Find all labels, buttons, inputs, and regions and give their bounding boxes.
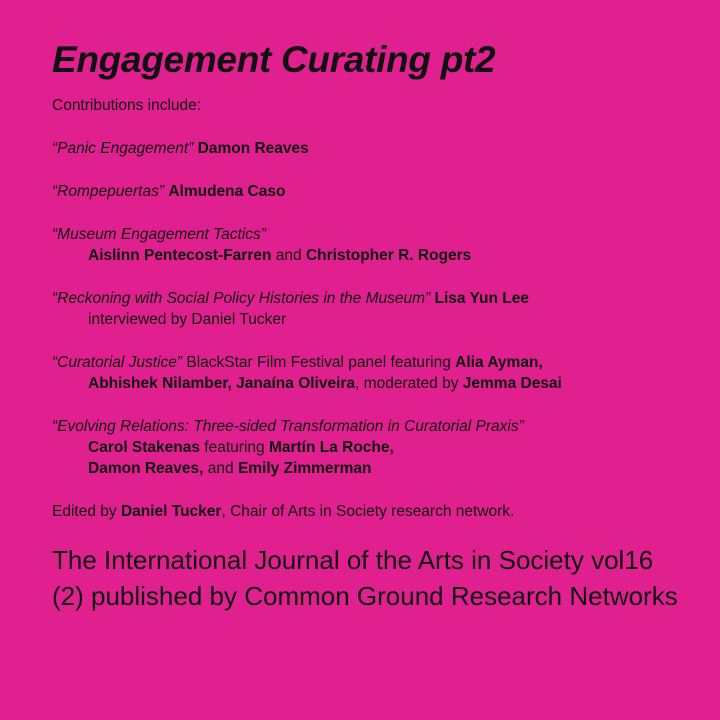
entry-moderator-label: , moderated by bbox=[355, 375, 463, 392]
page-title: Engagement Curating pt2 bbox=[52, 39, 496, 80]
entry-author: Christopher R. Rogers bbox=[305, 247, 472, 264]
entry-conjunction: featuring bbox=[200, 439, 269, 456]
entry-author: Almudena Caso bbox=[168, 183, 286, 200]
credit-suffix: , Chair of Arts in Society research network. bbox=[221, 503, 515, 520]
entry-title: “Rompepuertas” bbox=[52, 183, 164, 200]
entry-author: Aislinn Pentecost-Farren bbox=[88, 247, 272, 264]
entry-author: Abhishek Nilamber, Janaína Oliveira bbox=[88, 375, 356, 392]
entry-title: “Curatorial Justice” bbox=[52, 354, 183, 371]
intro-text: Contributions include: bbox=[52, 97, 202, 114]
entry-note: interviewed by Daniel Tucker bbox=[88, 311, 287, 328]
entry-conjunction: and bbox=[271, 247, 306, 264]
entry-curatorial-justice bbox=[52, 352, 680, 394]
entry-author: Lisa Yun Lee bbox=[434, 290, 529, 307]
publication-footer: The International Journal of the Arts in Society vol16 (2) published by Common Ground Research Networks bbox=[52, 545, 678, 611]
entry-author: Alia Ayman, bbox=[455, 354, 543, 371]
entry-author: Damon Reaves bbox=[197, 140, 309, 157]
entry-author: Damon Reaves, bbox=[88, 460, 204, 477]
entry-moderator: Jemma Desai bbox=[462, 375, 562, 392]
entry-title: “Reckoning with Social Policy Histories in the Museum” bbox=[52, 290, 431, 307]
entry-author: Martín La Roche, bbox=[268, 439, 394, 456]
entry-description: BlackStar Film Festival panel featuring bbox=[182, 354, 456, 371]
entry-title: “Museum Engagement Tactics” bbox=[52, 226, 266, 243]
entry-title: “Panic Engagement” bbox=[52, 140, 194, 157]
entry-conjunction: and bbox=[203, 460, 238, 477]
entry-evolving-relations bbox=[52, 416, 680, 479]
entry-panic-engagement bbox=[52, 138, 680, 159]
entry-reckoning bbox=[52, 288, 680, 330]
editor-credit bbox=[52, 501, 680, 522]
credit-prefix: Edited by bbox=[52, 503, 121, 520]
editor-name: Daniel Tucker bbox=[120, 503, 222, 520]
entry-author: Carol Stakenas bbox=[88, 439, 200, 456]
entry-title: “Evolving Relations: Three-sided Transformation in Curatorial Praxis” bbox=[52, 418, 524, 435]
entry-rompepuertas bbox=[52, 181, 680, 202]
entry-author: Emily Zimmerman bbox=[237, 460, 372, 477]
entry-museum-engagement bbox=[52, 224, 680, 266]
